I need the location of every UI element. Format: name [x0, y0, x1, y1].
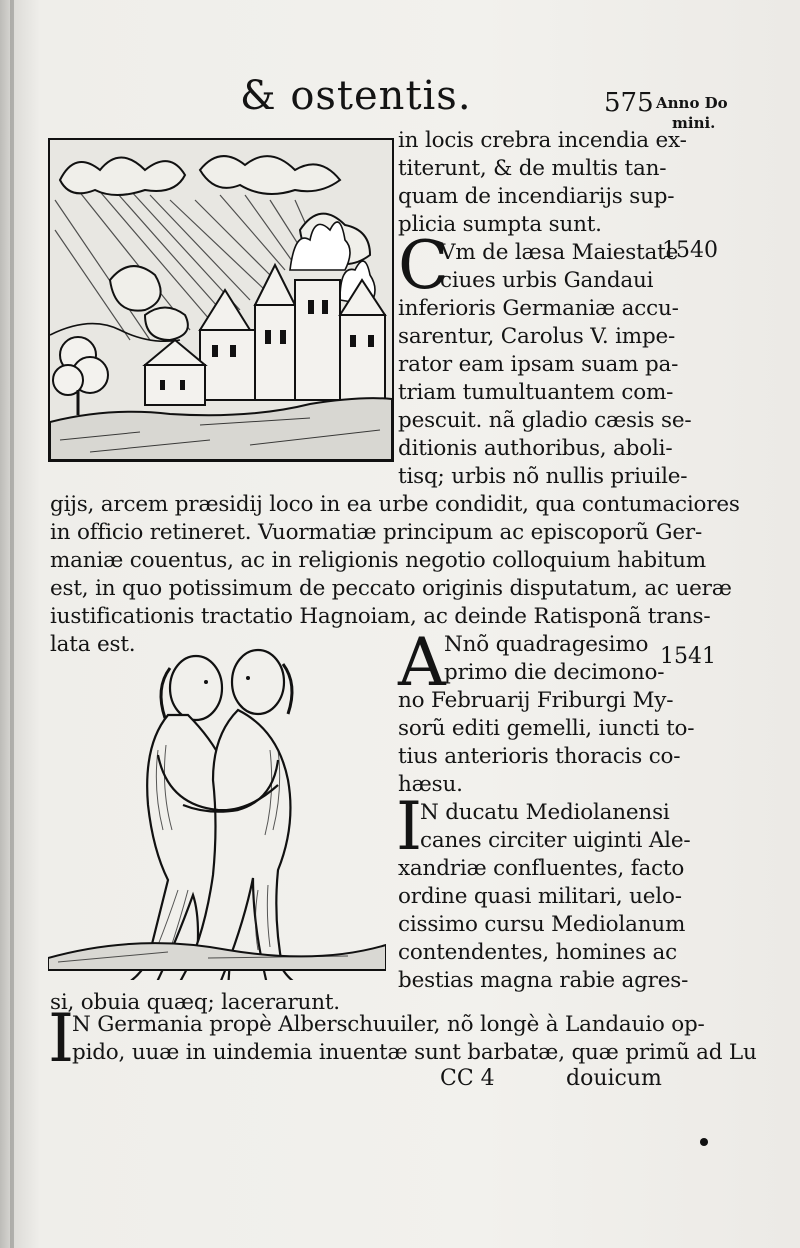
text-line: pido, uuæ in uindemia inuentæ sunt barbatæ, quæ primũ ad Lu [72, 1040, 757, 1065]
text-line: ordine quasi militari, uelo- [398, 884, 682, 909]
woodcut-conjoined-twins [48, 640, 386, 980]
text-line: no Februarij Friburgi My- [398, 688, 674, 713]
page-gutter [10, 0, 14, 1248]
text-line: triam tumultuantem com- [398, 380, 674, 405]
text-line: sorũ editi gemelli, iuncti to- [398, 716, 695, 741]
text-line: est, in quo potissimum de peccato originis disputatum, ac ueræ [50, 576, 732, 601]
margin-heading-anno: Anno Do [656, 94, 728, 112]
text-line: sarentur, Carolus V. impe- [398, 324, 676, 349]
initial-letter-a: A [398, 624, 446, 701]
text-line: hæsu. [398, 772, 463, 797]
text-line: primo die decimono- [444, 660, 665, 685]
text-line: plicia sumpta sunt. [398, 212, 602, 237]
text-line: lata est. [50, 632, 136, 657]
text-line: inferioris Germaniæ accu- [398, 296, 679, 321]
text-line: ciues urbis Gandaui [440, 268, 654, 293]
woodcut-burning-city [48, 138, 394, 462]
text-line: ditionis authoribus, aboli- [398, 436, 673, 461]
text-line: bestias magna rabie agres- [398, 968, 689, 993]
ink-spot [700, 1138, 708, 1146]
text-line: tisq; urbis nõ nullis priuile- [398, 464, 688, 489]
text-line: N ducatu Mediolanensi [420, 800, 670, 825]
text-line: Nnõ quadragesimo [444, 632, 649, 657]
signature-mark: CC 4 [440, 1066, 495, 1091]
conjoined-twins-illustration [48, 640, 386, 980]
text-line: canes circiter uiginti Ale- [420, 828, 691, 853]
text-line: in locis crebra incendia ex- [398, 128, 687, 153]
text-line: in officio retineret. Vuormatiæ principum ac episcoporũ Ger- [50, 520, 703, 545]
text-line: contendentes, homines ac [398, 940, 677, 965]
text-line: N Germania propè Alberschuuiler, nõ longè à Landauio op- [72, 1012, 705, 1037]
text-line: iustificationis tractatio Hagnoiam, ac deinde Ratisponã trans- [50, 604, 711, 629]
text-line: tius anterioris thoracis co- [398, 744, 681, 769]
text-line: maniæ couentus, ac in religionis negotio colloquium habitum [50, 548, 706, 573]
text-line: cissimo cursu Mediolanum [398, 912, 686, 937]
text-line: Vm de læsa Maiestate [440, 240, 679, 265]
text-line: si, obuia quæq; lacerarunt. [50, 990, 340, 1015]
running-title: & ostentis. [240, 73, 472, 119]
margin-year-1541: 1541 [660, 644, 716, 669]
text-line: xandriæ confluentes, facto [398, 856, 685, 881]
text-line: gijs, arcem præsidij loco in ea urbe condidit, qua contumaciores [50, 492, 740, 517]
catchword: douicum [566, 1066, 662, 1091]
page-number: 575 [604, 88, 654, 118]
burning-city-illustration [50, 140, 392, 460]
text-line: quam de incendiarijs sup- [398, 184, 675, 209]
margin-heading-mini: mini. [672, 114, 716, 132]
text-line: titerunt, & de multis tan- [398, 156, 667, 181]
initial-letter-c: C [398, 227, 449, 304]
text-line: rator eam ipsam suam pa- [398, 352, 679, 377]
initial-letter-i: I [48, 1000, 75, 1077]
margin-year-1540: 1540 [662, 238, 718, 263]
text-line: pescuit. nã gladio cæsis se- [398, 408, 692, 433]
initial-letter-i: I [396, 788, 423, 865]
